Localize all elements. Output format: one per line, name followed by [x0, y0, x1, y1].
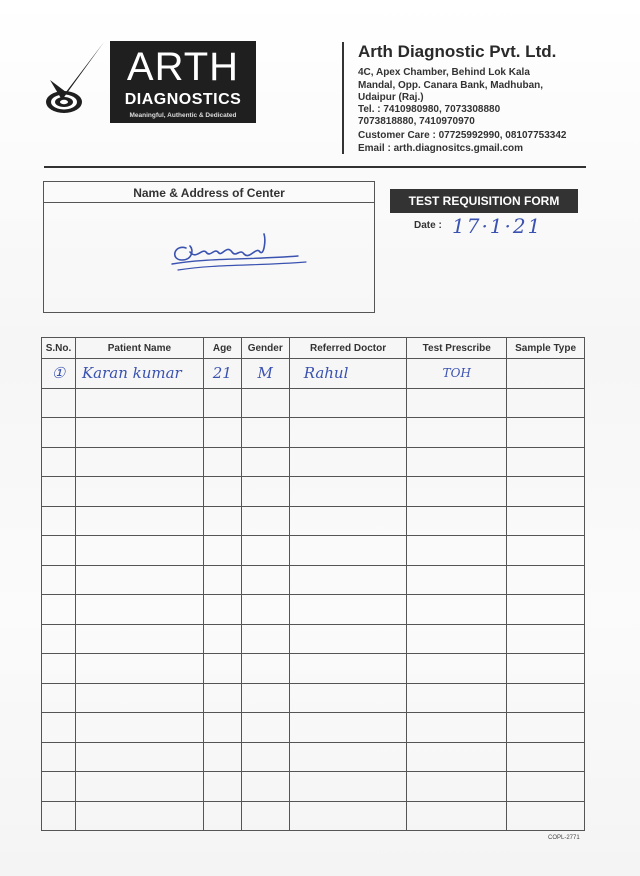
phone-line-1: Tel. : 7410980980, 7073308880 — [358, 104, 501, 115]
table-row — [42, 506, 585, 536]
address-line-3: Udaipur (Raj.) — [358, 92, 424, 103]
date-label: Date : — [414, 220, 442, 231]
logo-box — [110, 41, 256, 123]
target-check-logo-icon — [42, 40, 112, 120]
company-name: Arth Diagnostic Pvt. Ltd. — [358, 42, 557, 61]
col-gender: Gender — [241, 338, 289, 359]
table-header-row — [42, 338, 585, 359]
email: Email : arth.diagnositcs.gmail.com — [358, 143, 524, 154]
logo-tagline: Meaningful, Authentic & Dedicated — [129, 112, 237, 119]
form-code: COPL-2771 — [548, 835, 580, 841]
table-row — [42, 772, 585, 802]
cell-age: 21 — [203, 359, 241, 389]
table-row — [42, 477, 585, 507]
col-sample-type: Sample Type — [507, 338, 585, 359]
col-sno: S.No. — [42, 338, 76, 359]
cell-gender: M — [241, 359, 289, 389]
table-row — [42, 654, 585, 684]
cell-sample-type — [507, 359, 585, 389]
table-row — [42, 624, 585, 654]
table-row — [42, 713, 585, 743]
customer-care: Customer Care : 07725992990, 08107753342 — [358, 130, 567, 141]
cell-referred-doctor: Rahul — [289, 359, 407, 389]
date-value: 17·1·21 — [452, 214, 543, 238]
col-patient-name: Patient Name — [75, 338, 203, 359]
address-line-1: 4C, Apex Chamber, Behind Lok Kala — [358, 67, 530, 78]
table-row — [42, 595, 585, 625]
center-heading: Name & Address of Center — [44, 182, 374, 203]
table-row — [42, 565, 585, 595]
handwritten-signature — [166, 230, 316, 274]
logo-title: ARTH — [126, 45, 240, 89]
center-box — [43, 181, 375, 313]
col-test-prescribe: Test Prescribe — [407, 338, 507, 359]
table-row — [42, 742, 585, 772]
header-divider — [342, 42, 344, 154]
form-title: TEST REQUISITION FORM — [390, 189, 578, 213]
header-rule — [44, 166, 586, 168]
col-referred-doctor: Referred Doctor — [289, 338, 407, 359]
table-row — [42, 388, 585, 418]
col-age: Age — [203, 338, 241, 359]
table-row — [42, 447, 585, 477]
cell-patient-name: Karan kumar — [75, 359, 203, 389]
cell-test-prescribe: TOH — [407, 359, 507, 389]
phone-line-2: 7073818880, 7410970970 — [358, 116, 475, 127]
logo-subtitle: DIAGNOSTICS — [124, 91, 242, 108]
table-row — [42, 359, 585, 389]
address-line-2: Mandal, Opp. Canara Bank, Madhuban, — [358, 80, 544, 91]
table-row — [42, 418, 585, 448]
table-row — [42, 683, 585, 713]
requisition-table — [41, 337, 585, 831]
cell-sno: ① — [42, 359, 76, 389]
table-row — [42, 536, 585, 566]
table-row — [42, 801, 585, 831]
